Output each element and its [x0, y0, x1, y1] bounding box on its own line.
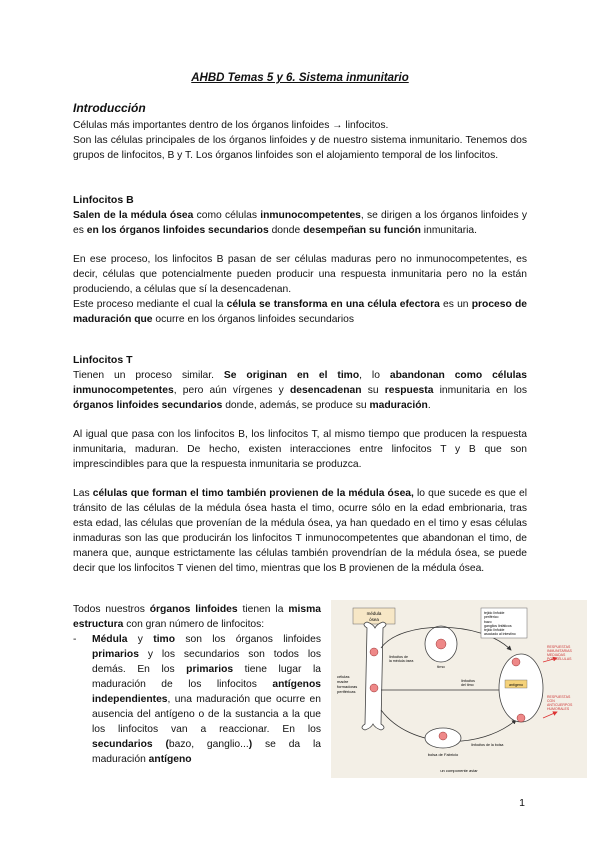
celulas-label: células [337, 674, 350, 679]
top-note-6: asociado al intestino [484, 632, 516, 636]
right1b: INMUNITARIAS [547, 649, 572, 653]
top-note-4: ganglios linfáticos [484, 624, 512, 628]
arrow-out-2 [543, 712, 557, 718]
section-introduccion [73, 101, 527, 163]
paragraph: Al igual que pasa con los linfocitos B, los linfocitos T, al mismo tiempo que producen la respuesta inmunitaria, maduran. De hecho, existen interacciones entre linfocitos T y B que son imprescindibles para que la respuesta inmunitaria se produzca. [73, 429, 527, 470]
paragraph: Tienen un proceso similar. Se originan en el timo, lo abandonan como células inmunocompetentes, pero aún vírgenes y desencadenan su respuesta inmunitaria en los órganos linfoides secundarios donde, además, se produce su maduración. [73, 370, 527, 411]
linfocitos-medula-label2: la médula ósea [389, 659, 414, 663]
periferica-label: periféricas [337, 689, 356, 694]
section-organos-linfoides [73, 602, 321, 767]
linfocitos-medula-label: linfocitos de [389, 655, 408, 659]
page-number: 1 [519, 797, 525, 809]
linfocitos-bolsa-label: linfocitos de la bolsa [471, 743, 504, 747]
document-title: AHBD Temas 5 y 6. Sistema inmunitario [191, 72, 409, 84]
list-item: - Médula y timo son los órganos linfoides primarios y los secundarios son todos los demás. En los primarios tiene lugar la maduración de los linfocitos antígenos independientes, una maduración que ocurre en ausencia del antígeno o de la sustancia a la que los linfocitos van a reaccionar. En los secundarios (bazo, ganglio...) se da la maduración antígeno [73, 634, 322, 765]
heading-linfocitos-t: Linfocitos T [73, 354, 133, 366]
heading-introduccion: Introducción [73, 101, 146, 115]
bolsa-label: bolsa de Fabricio [427, 752, 459, 757]
paragraph: En ese proceso, los linfocitos B pasan de ser células maduras pero no inmunocompetentes, es decir, células que potencialmente pueden producir una respuesta inmunitaria pero no la están produciendo, a células que sí la desencadenan. [73, 254, 527, 295]
right2a: RESPUESTAS [547, 695, 571, 699]
peripheral-cell-t [512, 658, 520, 666]
top-note-1: tejido linfoide [484, 611, 505, 615]
lymphocyte-diagram [331, 600, 587, 778]
paragraph: Este proceso mediante el cual la célula se transforma en una célula efectora es un proceso de maduración que ocurre en los órganos linfoides secundarios [73, 299, 527, 325]
medula-label: médula [366, 611, 382, 616]
thymus-cell [436, 639, 446, 649]
paragraph: Células más importantes dentro de los órganos linfoides → linfocitos. [73, 120, 389, 131]
bullet-dash: - [73, 634, 77, 645]
right1d: POR CÉLULAS [547, 657, 572, 661]
stem-cell [370, 648, 378, 656]
paragraph: Son las células principales de los órganos linfoides y de nuestro sistema inmunitario. Tenemos dos grupos de linfocitos, B y T. Los órganos linfoides son el alojamiento temporal de los linfocitos. [73, 135, 527, 161]
stem-cell-b [370, 684, 378, 692]
paragraph: Salen de la médula ósea como células inmunocompetentes, se dirigen a los órganos linfoides y es en los órganos linfoides secundarios donde desempeñan su función inmunitaria. [73, 210, 527, 236]
right1c: MEDIADAS [547, 653, 566, 657]
right2d: HUMORALES [547, 707, 570, 711]
top-note-5: tejido linfoide [484, 628, 505, 632]
antigeno-label: antígeno [509, 683, 523, 687]
madre-label: madre [337, 679, 349, 684]
diagram-svg [331, 600, 587, 778]
linfocitos-timo-label2: del timo [461, 683, 474, 687]
right2c: ANTICUERPOS [547, 703, 573, 707]
right2b: CON [547, 699, 555, 703]
section-linfocitos-t [73, 353, 527, 576]
paragraph: Las células que forman el timo también provienen de la médula ósea, lo que sucede es que el tránsito de las células de la médula ósea hasta el timo, ocurre sólo en la edad embrionaria, tras esta edad, las células que provenían de la médula ósea, ya han quedado en el timo y esas células inmaduras son las que producirán los linfocitos T inmunocompetentes que abandonan el timo, de manera que, aunque estrictamente las células también provendrían de la médula ósea, se puede decir que los linfocitos T vienen del timo, mientras que los B provienen de la médula ósea. [73, 488, 527, 574]
peripheral-cell-b [517, 714, 525, 722]
timo-label: timo [437, 664, 445, 669]
section-linfocitos-b [73, 193, 527, 327]
heading-linfocitos-b: Linfocitos B [73, 194, 134, 206]
osea-label: ósea [369, 617, 379, 622]
bottom-label: un componente aviar [440, 768, 478, 773]
right1a: RESPUESTAS [547, 645, 571, 649]
bursa-cell [439, 732, 447, 740]
linfocitos-timo-label: linfocitos [461, 679, 475, 683]
top-note-3: bazo [484, 620, 492, 624]
formadoras-label: formadoras [337, 684, 358, 689]
paragraph: Todos nuestros órganos linfoides tienen la misma estructura con gran número de linfocitos: [73, 604, 321, 630]
top-note-2: periférico [484, 615, 499, 619]
bone-shape [362, 622, 386, 730]
